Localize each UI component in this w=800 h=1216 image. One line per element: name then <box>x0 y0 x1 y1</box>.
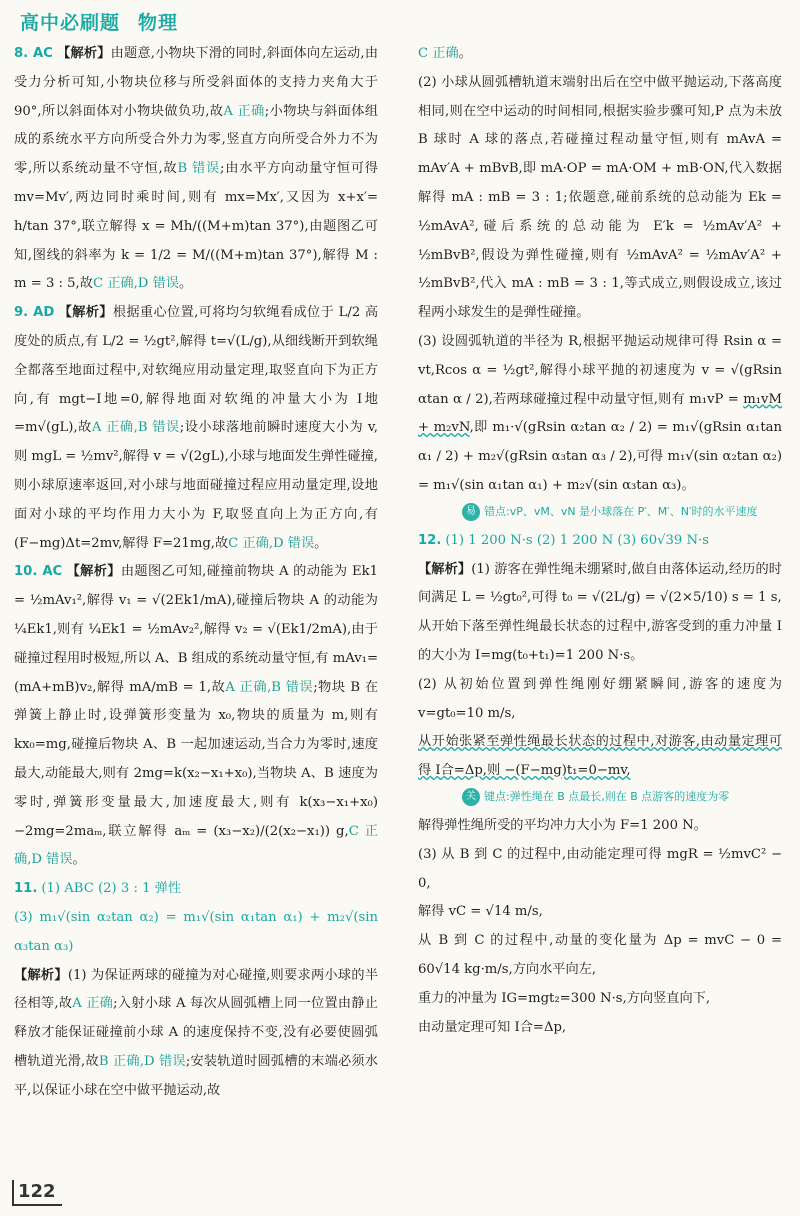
q11-text-3: ;安装轨道时圆弧槽的末端必须水平,以保证小球在空中做平抛运动,故 <box>14 1053 378 1098</box>
q9-verdict-c: C 正确 <box>228 535 269 551</box>
q9-tag: 【解析】 <box>58 305 113 321</box>
q9-verdict-b: ,B 错误 <box>133 420 180 436</box>
q11-note-label: 错点: <box>484 504 510 518</box>
q11-verdict-b: B 正确 <box>98 1053 140 1069</box>
q11-number: 11. <box>14 881 38 897</box>
q8-tag: 【解析】 <box>56 46 111 61</box>
left-column <box>14 40 378 1105</box>
q10-verdict-c: C 正确 <box>14 823 378 868</box>
q8-text-1: 由题意,小物块下滑的同时,斜面体向左运动,由受力分析可知,小物块位移与所受斜面体的支持力夹角大于 90°,所以斜面体对小物块做负功,故 <box>14 46 379 119</box>
q8-number: 8. AC <box>14 46 53 61</box>
q8-verdict-b: B 错误 <box>177 161 221 177</box>
question-11-analysis <box>14 962 378 1106</box>
q11-part-3-text: (3) 设圆弧轨道的半径为 R,根据平抛运动规律可得 Rsin α = vt,Rcos α = ½gt²,解得小球平抛的初速度为 v = √(gRsin αtan α / 2),若两球碰撞过程中动量守恒,则有 m₁vP = <box>418 333 782 407</box>
q11-text-2: ;入射小球 A 每次从圆弧槽上同一位置由静止释放才能保证碰撞前小球 A 的速度保持不变,没有必要使圆弧槽轨道光滑,故 <box>14 996 378 1069</box>
q9-verdict-a: A 正确 <box>91 420 134 436</box>
q12-note-text: 弹性绳在 B 点最长,则在 B 点游客的速度为零 <box>509 789 730 803</box>
q8-text-3: ;由水平方向动量守恒可得 mv=Mv′,两边同时乘时间,则有 mx=Mx′,又因为 x+x′= h/tan 37°,联立解得 x = Mh/((M+m)tan 37°),由题图乙可知,图线的斜率为 k = 1/2 = M/((M+m)tan 37°),解得 M : m = 3 : 5,故 <box>14 161 378 292</box>
q12-text-10: 由动量定理可知 I合=Δp, <box>418 1019 567 1035</box>
q12-tag: 【解析】 <box>418 561 472 577</box>
q9-text-1: 根据重心位置,可将均匀软绳看成位于 L/2 高度处的质点,有 L/2 = ½gt²,解得 t=√(L/g),从细线断开到软绳全都落至地面过程中,对软绳应用动量定理,取竖直向下为正方向,有 mgt−I地=0,解得地面对软绳的冲量大小为 I地=m√(gL),故 <box>14 305 379 436</box>
q12-analysis-1 <box>418 556 782 614</box>
q11-tag: 【解析】 <box>14 967 68 983</box>
q10-text-2: ;物块 B 在弹簧上静止时,设弹簧形变量为 x₀,物块的质量为 m,则有 kx₀=mg,碰撞后物块 A、B 一起加速运动,当合力为零时,速度最大,动能最大,则有 2mg=k(x₂−x₁+x₀),当物块 A、B 速度为零时,弹簧形变量最大,加速度最大,则有 k(x₃−x₁+x₀)−2mg=2maₘ,联立解得 aₘ = (x₃−x₂)/(2(x₂−x₁)) g, <box>14 679 379 839</box>
q9-text-2: ;设小球落地前瞬时速度大小为 v,则 mgL = ½mv²,解得 v = √(2gL),小球与地面发生弹性碰撞,则小球原速率返回,对小球与地面碰撞过程应用动量定理,设地面对小球的平均作用力大小为 F,取竖直向上为正方向,有 (F−mg)Δt=2mv,解得 F=21mg,故 <box>14 420 378 551</box>
question-8 <box>14 40 378 299</box>
q8-verdict-d: ,D 错误 <box>133 276 179 292</box>
q8-text-2: ;小物块与斜面体组成的系统水平方向所受合外力为零,竖直方向所受合外力不为零,所以系统动量不守恒,故 <box>14 103 379 177</box>
question-11-answers <box>14 875 378 904</box>
q11-answer-2: (3) m₁√(sin α₂tan α₂) = m₁√(sin α₁tan α₁) + m₂√(sin α₃tan α₃) <box>14 909 378 954</box>
subject-label: 物理 <box>138 12 179 34</box>
q10-tag: 【解析】 <box>66 564 121 580</box>
q11-error-note <box>462 503 782 521</box>
q12-text-8: 从 B 到 C 的过程中,动量的变化量为 Δp = mvC − 0 = 60√14 kg·m/s,方向水平向左, <box>418 933 782 977</box>
q12-text-4: 从开始张紧至弹性绳最长状态的过程中,对游客,由动量定理可得 I合=Δp,则 −(F−mg)t₁=0−mv, <box>418 734 782 779</box>
q8-verdict-a: A 正确 <box>223 103 265 119</box>
q11-part-3-underlined: m₁vM + m₂vN <box>418 391 782 436</box>
q11-part-2: (2) 小球从圆弧槽轨道末端射出后在空中做平抛运动,下落高度相同,则在空中运动的时间相同,根据实验步骤可知,P 点为未放 B 球时 A 球的落点,若碰撞过程动量守恒,则有 mAvA = mAv′A + mBvB,即 mA·OP = mA·OM + mB·ON,代入数据解得 mA : mB = 3 : 1;依题意,碰前系统的总动能为 Ek = ½mAvA²,碰后系统的总动能为 E′k = ½mAv′A² + ½mBvB²,假设为弹性碰撞,则有 ½mAvA² = ½mAv′A² + ½mBvB²,代入 mA : mB = 3 : 1,等式成立,则假设成立,该过程两小球发生的是弹性碰撞。 <box>418 74 782 321</box>
q12-text-2: 从开始下落至弹性绳最长状态的过程中,游客受到的重力冲量 I 的大小为 I=mg(t₀+t₁)=1 200 N·s。 <box>418 619 782 663</box>
key-point-icon: 关 <box>462 788 480 806</box>
q10-verdict-b: ,B 错误 <box>267 679 314 695</box>
q8-end: 。 <box>178 276 193 292</box>
q11-part-3-text-b: ,即 m₁·√(gRsin α₂tan α₂ / 2) = m₁√(gRsin α₁tan α₁ / 2) + m₂√(gRsin α₃tan α₃ / 2),可得 m₁√(sin α₂tan α₂) = m₁√(sin α₁tan α₁) + m₂√(sin α₃tan α₃)。 <box>418 420 782 493</box>
q11-text-1: (1) 为保证两球的碰撞为对心碰撞,则要求两小球的半径相等,故 <box>14 967 379 1012</box>
q10-number: 10. AC <box>14 564 63 580</box>
question-9 <box>14 299 378 558</box>
q12-answer: (1) 1 200 N·s (2) 1 200 N (3) 60√39 N·s <box>445 532 709 548</box>
q9-end: 。 <box>314 535 328 551</box>
q10-verdict-d: ,D 错误 <box>27 852 73 868</box>
error-point-icon: 易 <box>462 503 480 521</box>
q12-text-9: 重力的冲量为 IG=mgt₂=300 N·s,方向竖直向下, <box>418 990 711 1006</box>
q11-verdict-d: ,D 错误 <box>139 1053 186 1069</box>
q9-number: 9. AD <box>14 305 55 321</box>
q11-cont-end: 。 <box>458 46 472 61</box>
q12-key-note <box>462 788 782 806</box>
q9-verdict-d: ,D 错误 <box>268 535 315 551</box>
q11-note-text: vP、vM、vN 是小球落在 P′、M′、N′时的水平速度 <box>509 504 758 518</box>
q12-text-7: 解得 vC = √14 m/s, <box>418 904 543 920</box>
q12-text-5: 解得弹性绳所受的平均冲力大小为 F=1 200 N。 <box>418 817 707 833</box>
q11-part-3 <box>418 328 782 501</box>
question-12-answers <box>418 527 782 556</box>
book-title: 高中必刷题 <box>20 12 121 34</box>
q11-answer-1: (1) ABC (2) 3 : 1 弹性 <box>41 881 182 897</box>
q12-text-6: (3) 从 B 到 C 的过程中,由动能定理可得 mgR = ½mvC² − 0, <box>418 846 782 891</box>
q12-text-3: (2) 从初始位置到弹性绳刚好绷紧瞬间,游客的速度为 v=gt₀=10 m/s, <box>418 676 782 721</box>
right-column <box>418 40 782 1042</box>
question-10 <box>14 558 378 875</box>
page-number: 122 <box>12 1180 62 1206</box>
q11-verdict-a: A 正确 <box>72 996 114 1012</box>
page-header <box>20 8 178 36</box>
q11-continued <box>418 40 782 69</box>
q11-verdict-c: C 正确 <box>418 46 459 61</box>
q10-verdict-a: A 正确 <box>225 679 268 695</box>
q10-text-1: 由题图乙可知,碰撞前物块 A 的动能为 Ek1 = ½mAv₁²,解得 v₁ = √(2Ek1/mA),碰撞后物块 A 的动能为 ¼Ek1,则有 ¼Ek1 = ½mAv₂²,解得 v₂ = √(Ek1/2mA),由于碰撞过程用时极短,所以 A、B 组成的系统动量守恒,有 mAv₁=(mA+mB)v₂,解得 mA/mB = 1,故 <box>14 564 378 695</box>
q8-verdict-c: C 正确 <box>92 276 134 292</box>
q10-end: 。 <box>72 852 86 868</box>
q12-note-label: 键点: <box>484 789 510 803</box>
q12-number: 12. <box>418 532 442 548</box>
q12-text-1: (1) 游客在弹性绳未绷紧时,做自由落体运动,经历的时间满足 L = ½gt₀²,可得 t₀ = √(2L/g) = √(2×5/10) s = 1 s, <box>418 561 782 606</box>
